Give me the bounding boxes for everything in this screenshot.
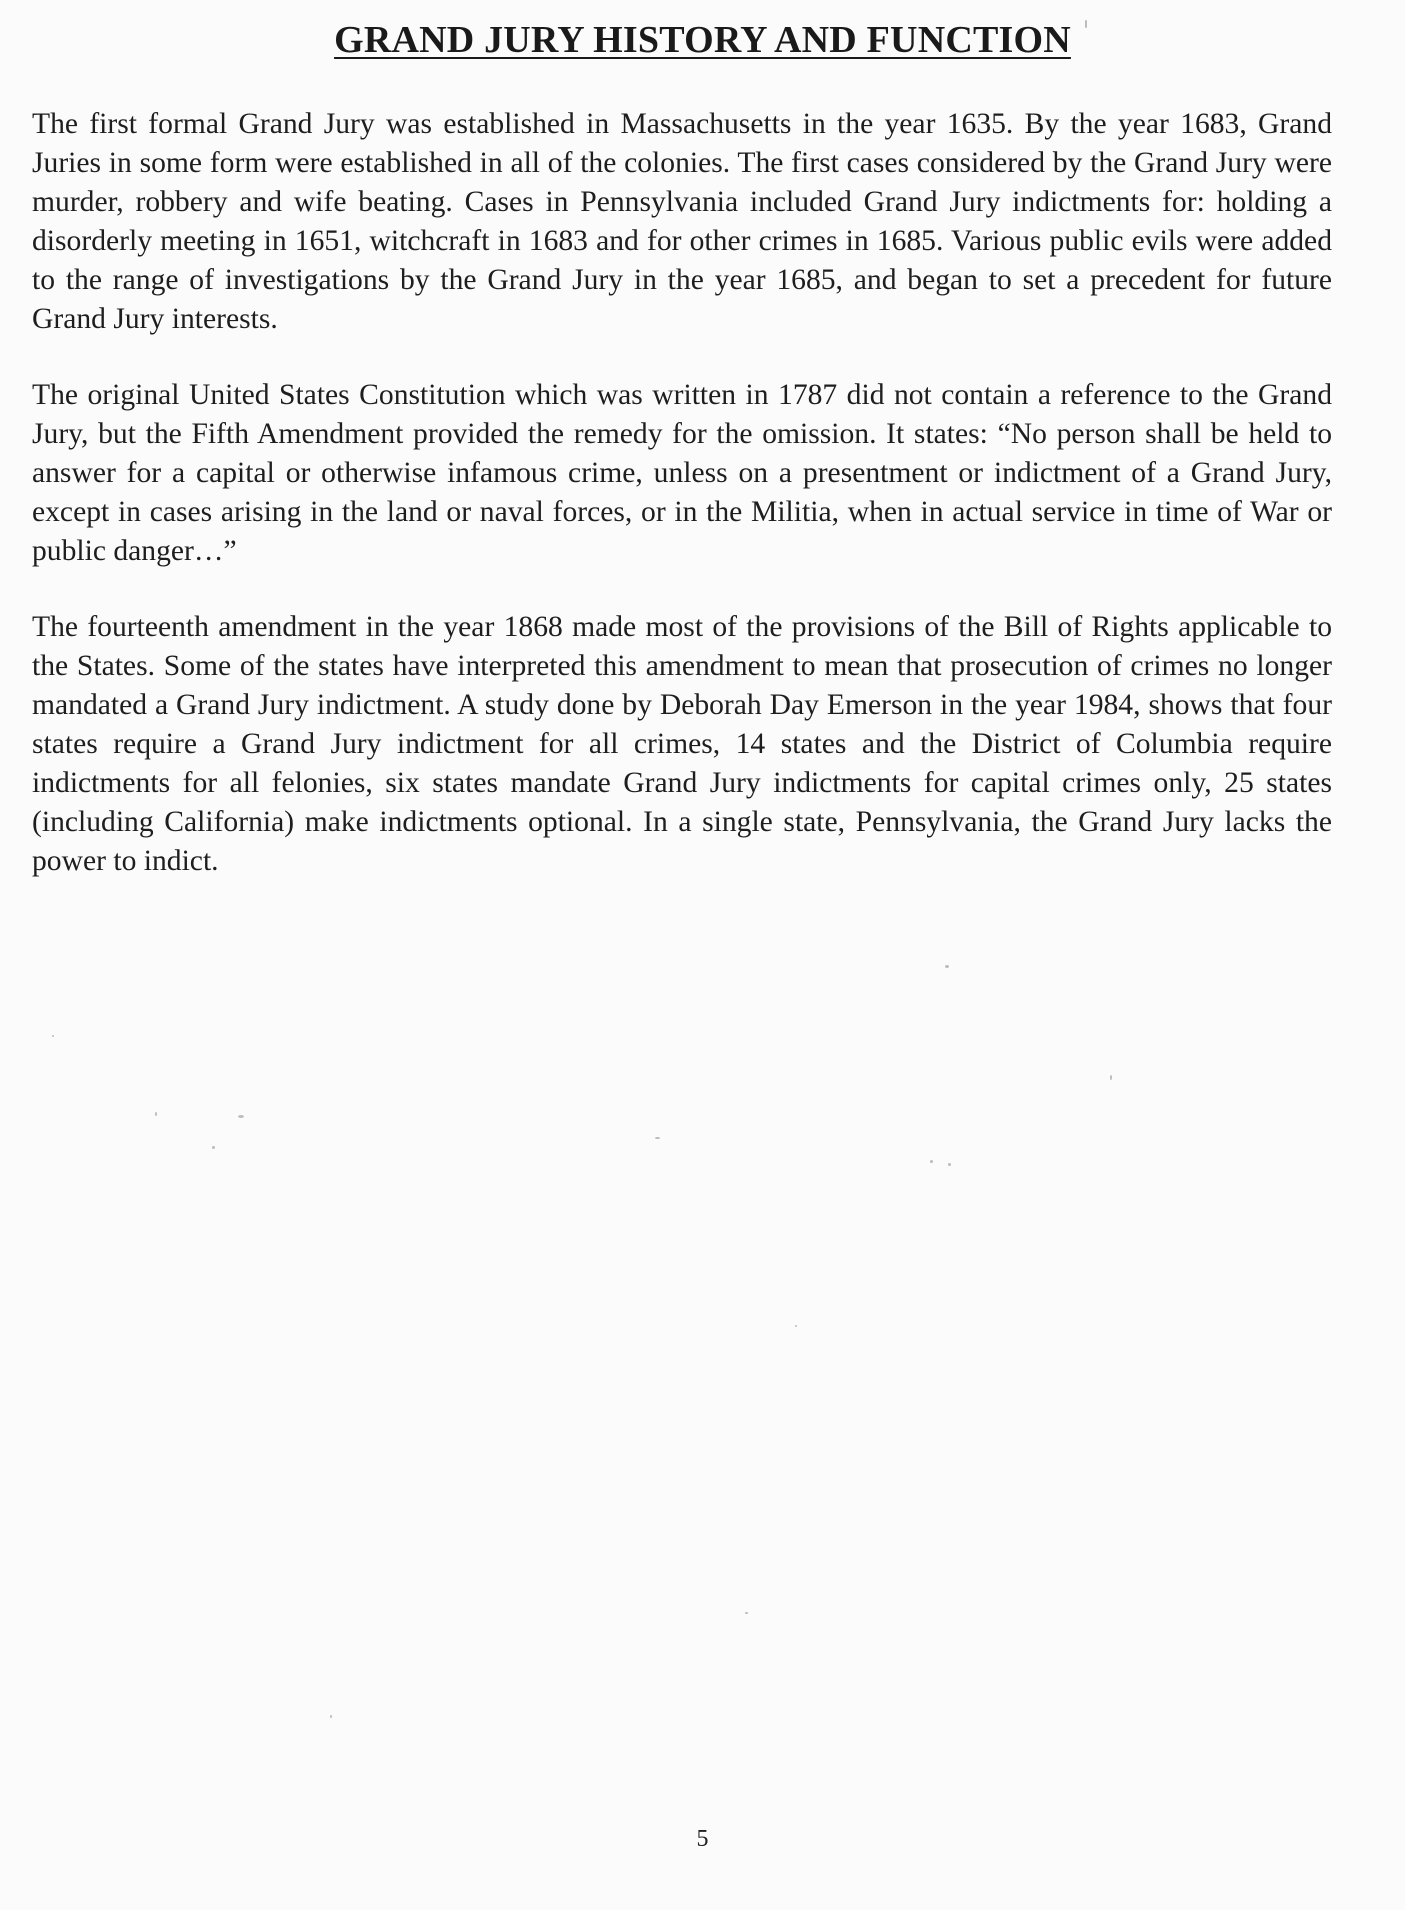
scan-speck xyxy=(745,1612,748,1614)
scan-speck xyxy=(52,1035,54,1037)
scan-speck xyxy=(655,1137,660,1139)
scan-speck xyxy=(945,965,949,968)
paragraph-fourteenth-amendment: The fourteenth amendment in the year 1868 made most of the provisions of the Bill of Rights applicable to the States. Some of the states have interpreted this amendment to mean that prosecution of crimes no longer mandated a Grand Jury indictment. A study done by Deborah Day Emerson in the year 1984, shows that four states require a Grand Jury indictment for all crimes, 14 states and the District of Columbia require indictments for all felonies, six states mandate Grand Jury indictments for capital crimes only, 25 states (including California) make indictments optional. In a single state, Pennsylvania, the Grand Jury lacks the power to indict. xyxy=(32,611,1332,877)
scan-speck xyxy=(948,1163,951,1166)
scan-speck xyxy=(930,1160,933,1163)
paragraph-history: The first formal Grand Jury was established in Massachusetts in the year 1635. By the year 1683, Grand Juries in some form were established in all of the colonies. The first cases considered by the Grand Jury were murder, robbery and wife beating. Cases in Pennsylvania included Grand Jury indictments for: holding a disorderly meeting in 1651, witchcraft in 1683 and for other crimes in 1685. Various public evils were added to the range of investigations by the Grand Jury in the year 1685, and began to set a precedent for future Grand Jury interests. xyxy=(32,108,1332,335)
paragraph-constitution: The original United States Constitution which was written in 1787 did not contain a reference to the Grand Jury, but the Fifth Amendment provided the remedy for the omission. It states: “No person shall be held to answer for a capital or otherwise infamous crime, unless on a presentment or indictment of a Grand Jury, except in cases arising in the land or naval forces, or in the Militia, when in actual service in time of War or public danger…” xyxy=(32,379,1332,567)
scan-speck xyxy=(212,1146,215,1149)
scan-speck xyxy=(795,1325,797,1327)
scan-speck xyxy=(1085,20,1087,28)
document-title: GRAND JURY HISTORY AND FUNCTION xyxy=(334,19,1071,61)
scan-speck xyxy=(238,1115,244,1118)
scan-speck xyxy=(155,1112,157,1116)
document-body xyxy=(32,105,1332,918)
scan-speck xyxy=(1110,1075,1112,1080)
scan-speck xyxy=(330,1715,332,1718)
page-number: 5 xyxy=(696,1826,709,1852)
